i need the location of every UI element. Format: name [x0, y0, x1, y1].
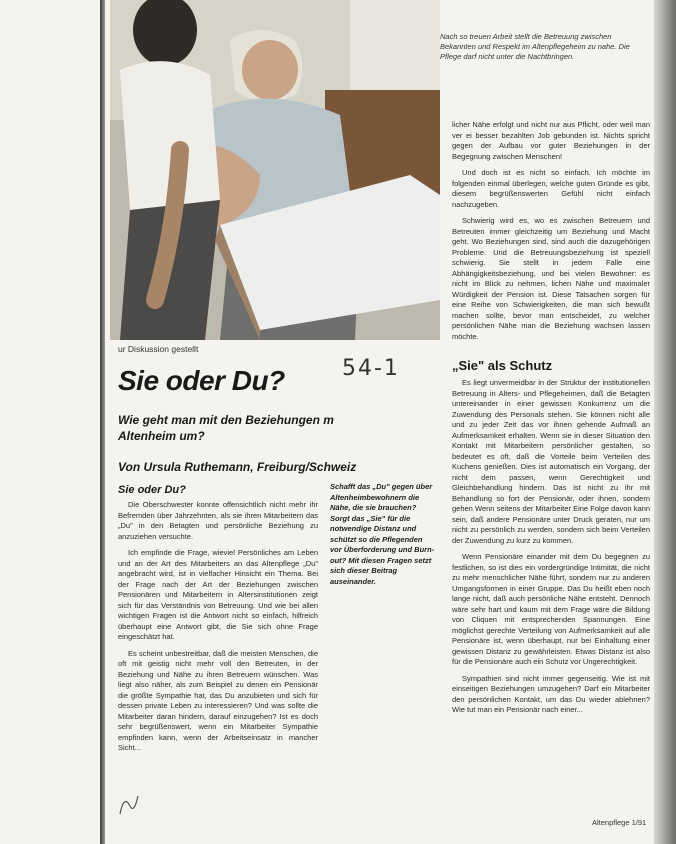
paragraph: Ich empfinde die Frage, wieviel Persönliches am Leben und an der Art des Mitarbeiters an das Altenpflege „Du" angebracht wird, ist in vielfacher Hinsicht ein Thema. Bei der Frage nach der Art der Beziehungen zwischen Pensionären und Mitarbeitern in Altersinstitutionen zeigt sich für das Verständnis von Betreuung. Und wie bei allen wichtigen Fragen ist die Antwort nicht so einfach, hilfreich überhaupt eine Antwort gibt, die Sie sich ohne Frage eingeschätzt hat.: [118, 548, 318, 641]
article-subtitle: Wie geht man mit den Beziehungen m Altenheim um?: [118, 413, 334, 443]
pen-scribble-mark: [116, 788, 146, 818]
intro-teaser: Schafft das „Du" gegen über Altenheimbewohnern die Nähe, die sie brauchen? Sorgt das „Sie" für die notwendige Distanz und schützt so die Pflegenden vor Überforderung und Burn-out? Mit diesen Fragen setzt sich dieser Beitrag auseinander.: [330, 482, 435, 586]
paragraph: Und doch ist es nicht so einfach. Ich möchte im folgenden einmal überlegen, welche guten Gründe es gibt, diesem begrüßenswerten Gefühl nicht einfach nachzugeben.: [452, 168, 650, 209]
scan-edge-right: [654, 0, 676, 844]
body-column-3: [452, 378, 650, 722]
scan-edge-left: [100, 0, 105, 844]
paragraph: Sympathien sind nicht immer gegenseitig. Wie ist mit einseitigen Beziehungen umzugehen? Darf ein Mitarbeiter den persönlichen Kontakt, um das Du wieder ablehnen? Wie tut man ein Pensionär nach einer...: [452, 673, 650, 714]
photo-caption: Nach so treuen Arbeit stellt die Betreuung zwischen Bekannten und Respekt im Altenpflegeheim zu nahe. Die Pflege darf nicht unter die Nachtbringen.: [440, 32, 630, 61]
paragraph: Wenn Pensionäre einander mit dem Du begegnen zu festlichen, so ist dies ein vordergründige Intimität, die nicht zu mehr menschlicher Nähe führt, sondern nur zu anderen Umgangsformen in einer Gruppe. Das Du heißt eben noch lange nicht, daß auch persönliche Nähe entsteht. Dennoch wäre sehr hart und kaum mit dem Frage wäre die Bildung von Cliquen mit entsprechenden Spannungen. Eine möglichst gerechte Verteilung von Aufmerksamkeit auf alle Pensionäre ist, wenn überhaupt, nur bei Einhaltung einer gewissen Distanz zu gewährleisten. Etwas Distanz ist also für die Pensionäre auch ein Schutz vor Ungerechtigkeit.: [452, 552, 650, 666]
paragraph: Schwierig wird es, wo es zwischen Betreuern und Betreuten immer gleichzeitig um Beziehung und Macht geht. Wo Beziehungen sind, sind auch die dazugehörigen Probleme. Und die Betreuungsbeziehung ist speziell schwierig. Sie stellt in jedem Falle eine Abhängigkeitsbeziehung, und bei vielen Bewohner: es nicht im Blick zu nehmen, lichen Nähe und maximaler Würdigkeit der Pension ist. Diese Tatsachen sorgen für eine Reihe von Schwierigkeiten, die man sich bewußt machen sollte, bevor man entscheidet, zu welcher persönlichen Nähe man die Beziehung wachsen lassen möchte.: [452, 216, 650, 341]
page-footer: Altenpflege 1/91: [592, 818, 647, 827]
article-title: Sie oder Du?: [118, 365, 285, 396]
paragraph: Es scheint unbestreitbar, daß die meisten Menschen, die oft mit geistig nicht mehr voll den Betreuten, in der Beziehung und Nähe zu ihren Betreuern wünschen. Was liegt also näher, als zum Beispiel zu denen ein Pensionär die größte Sympathie hat, das Du anzubieten und sich für dessen private Leben zu interessieren? Und was sollte die Mitarbeiter daran hindern, darauf einzugehen? Ist es doch sehr begrüßenswert, wenn ein Mitarbeiter Sympathie empfinden kann, wenn der Arbeitseinsatz in mancher Sicht...: [118, 648, 318, 752]
byline: Von Ursula Ruthemann, Freiburg/Schweiz: [118, 460, 357, 474]
section-heading: Sie oder Du?: [118, 484, 186, 496]
handwritten-note: 54-1: [342, 356, 400, 381]
body-column-1: [118, 500, 318, 760]
paragraph: Es liegt unvermeidbar in der Struktur der institutionellen Betreuung in Alters- und Pflegeheimen, daß die Betagten untereinander in einer gewissen Konkurrenz um die Zuwendung des Personals stehen. Sie können nicht alle und zu jeder Zeit das vor ihnen gehende Aufmaß an Aufmerksamkeit erhalten. Wenn sie in dieser Situation den Kontakt mit Mitarbeitern persönlicher gestalten, so bedeutet es oft, daß die Vorteile beim Verteilen des Kuchens genießen. Dies ist automatisch ein Vorgang, der nicht dem passen, wenn Gerechtigkeit und Gleichbehandlung hindern. Das ist nicht zu ihr mit Behandlung so fort der Pensionär, oder ihnen, sondern gehen Wenn seitens der Mitarbeiter Eine Folge davon kann sein, daß andere Pensionäre unter Druck geraten, nur um nicht zu persönlich zu werden, sondern sich beim Verteilen der Zuwendung zu kurz zu kommen.: [452, 378, 650, 545]
body-column-2: [452, 120, 650, 348]
article-photo: [110, 0, 440, 340]
paragraph: Die Oberschwester konnte offensichtlich nicht mehr ihr Befremden über Jahrzehnten, als sie ihren Mitarbeitern das „Du" in den Betagten und persönliche Beziehung zu anzuziehen versuchte.: [118, 500, 318, 541]
paragraph: licher Nähe erfolgt und nicht nur aus Pflicht, oder weil man ver ei besser bezahlten Job gebunden ist. Nichts spricht gegen der Aufbau vor guter Beziehungen in der Begegnung zwischen Menschen!: [452, 120, 650, 161]
subheading-sie-als-schutz: „Sie" als Schutz: [452, 358, 553, 373]
kicker: ur Diskussion gestellt: [118, 344, 199, 354]
